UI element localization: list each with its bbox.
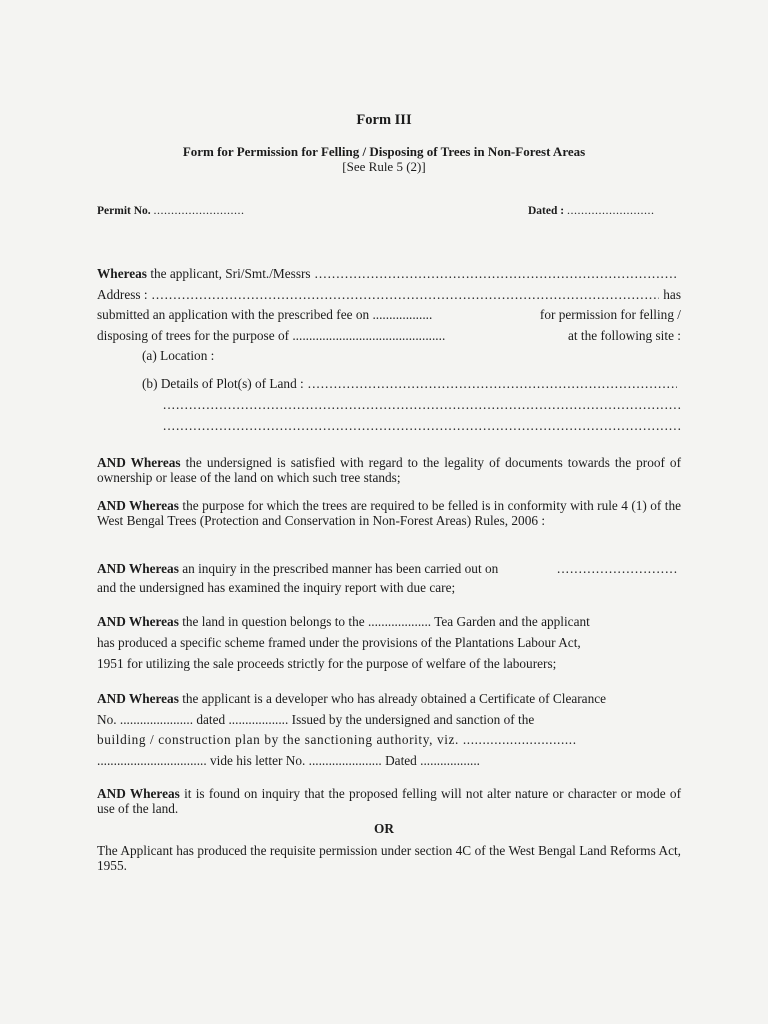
paragraph-conformity-text: the purpose for which the trees are required to be felled is in conformity with rule 4 (1) of the West Bengal Trees (Protection and Conservation in Non-Forest Areas) Rules, 2006 : xyxy=(97,498,682,528)
rule-reference: [See Rule 5 (2)] xyxy=(342,159,426,174)
dated-label: Dated : xyxy=(528,205,565,217)
whereas-line-1 xyxy=(97,264,681,284)
and-whereas-3: AND Whereas xyxy=(97,561,179,576)
whereas-line-4 xyxy=(97,326,681,346)
address-dots xyxy=(152,285,660,305)
permission-text: for permission for felling / xyxy=(539,307,681,322)
whereas-applicant-text: the applicant, Sri/Smt./Messrs xyxy=(150,266,311,281)
whereas-line-2 xyxy=(97,285,681,305)
developer-text: the applicant is a developer who has already obtained a Certificate of Clearance xyxy=(182,691,607,706)
paragraph-tea-garden-line-2: has produced a specific scheme framed under the provisions of the Plantations Labour Act, xyxy=(97,635,581,650)
paragraph-tea-garden-line-1 xyxy=(97,614,681,630)
paragraph-developer-line-3: building / construction plan by the sanctioning authority, viz. ............................. xyxy=(97,732,577,747)
plot-details-line-3 xyxy=(163,416,681,436)
paragraph-inquiry-line-1 xyxy=(97,559,681,579)
paragraph-tea-garden-line-3: 1951 for utilizing the sale proceeds strictly for the purpose of welfare of the labourers; xyxy=(97,656,557,671)
permit-dots: .......................... xyxy=(153,203,245,217)
inquiry-text: an inquiry in the prescribed manner has been carried out on xyxy=(182,561,499,576)
form-subtitle: Form for Permission for Felling / Disposing of Trees in Non-Forest Areas xyxy=(182,144,586,159)
disposing-text: disposing of trees for the purpose of .............................................. xyxy=(97,328,446,343)
has-text: has xyxy=(663,287,681,302)
applicant-name-dots xyxy=(315,264,677,284)
and-whereas-6: AND Whereas xyxy=(97,786,180,801)
dated-field xyxy=(528,203,654,218)
paragraph-land-use xyxy=(97,786,681,816)
permit-field xyxy=(97,203,245,218)
paragraph-land-use-text: it is found on inquiry that the proposed felling will not alter nature or character or mode of use of the land. xyxy=(97,786,682,816)
paragraph-ownership xyxy=(97,455,681,485)
plot-details-label: (b) Details of Plot(s) of Land : xyxy=(142,376,304,391)
form-title: Form III xyxy=(356,112,412,128)
plot-details-item xyxy=(142,374,681,394)
plot-details-dots-1 xyxy=(308,374,677,394)
plot-details-dots-2 xyxy=(163,395,681,415)
paragraph-land-reforms: The Applicant has produced the requisite permission under section 4C of the West Bengal Land Reforms Act, 1955. xyxy=(97,843,681,873)
paragraph-developer-line-4: ................................. vide his letter No. ...................... Dated .................. xyxy=(97,753,480,768)
whereas-line-3 xyxy=(97,305,681,325)
address-label: Address : xyxy=(97,287,148,302)
location-item: (a) Location : xyxy=(142,348,215,363)
tea-garden-text: the land in question belongs to the ................... Tea Garden and the applicant xyxy=(182,614,590,629)
or-separator: OR xyxy=(374,821,394,836)
submitted-text: submitted an application with the prescribed fee on .................. xyxy=(97,307,433,322)
paragraph-developer-line-1 xyxy=(97,691,681,707)
and-whereas-5: AND Whereas xyxy=(97,691,179,706)
whereas-bold: Whereas xyxy=(97,266,147,281)
paragraph-ownership-text: the undersigned is satisfied with regard to the legality of documents towards the proof of ownership or lease of the land on which such tree stands; xyxy=(97,455,682,485)
site-text: at the following site : xyxy=(567,328,681,343)
and-whereas-1: AND Whereas xyxy=(97,455,181,470)
plot-details-line-2 xyxy=(163,395,681,415)
and-whereas-2: AND Whereas xyxy=(97,498,179,513)
and-whereas-4: AND Whereas xyxy=(97,614,179,629)
paragraph-conformity xyxy=(97,498,681,528)
permit-label: Permit No. xyxy=(97,205,151,217)
dated-dots: ......................... xyxy=(566,203,655,217)
plot-details-dots-3 xyxy=(163,416,681,436)
inquiry-date-dots xyxy=(557,559,677,579)
paragraph-developer-line-2: No. ...................... dated .................. Issued by the undersigned and sanction of the xyxy=(97,712,535,727)
paragraph-inquiry-line-2: and the undersigned has examined the inquiry report with due care; xyxy=(97,580,456,595)
